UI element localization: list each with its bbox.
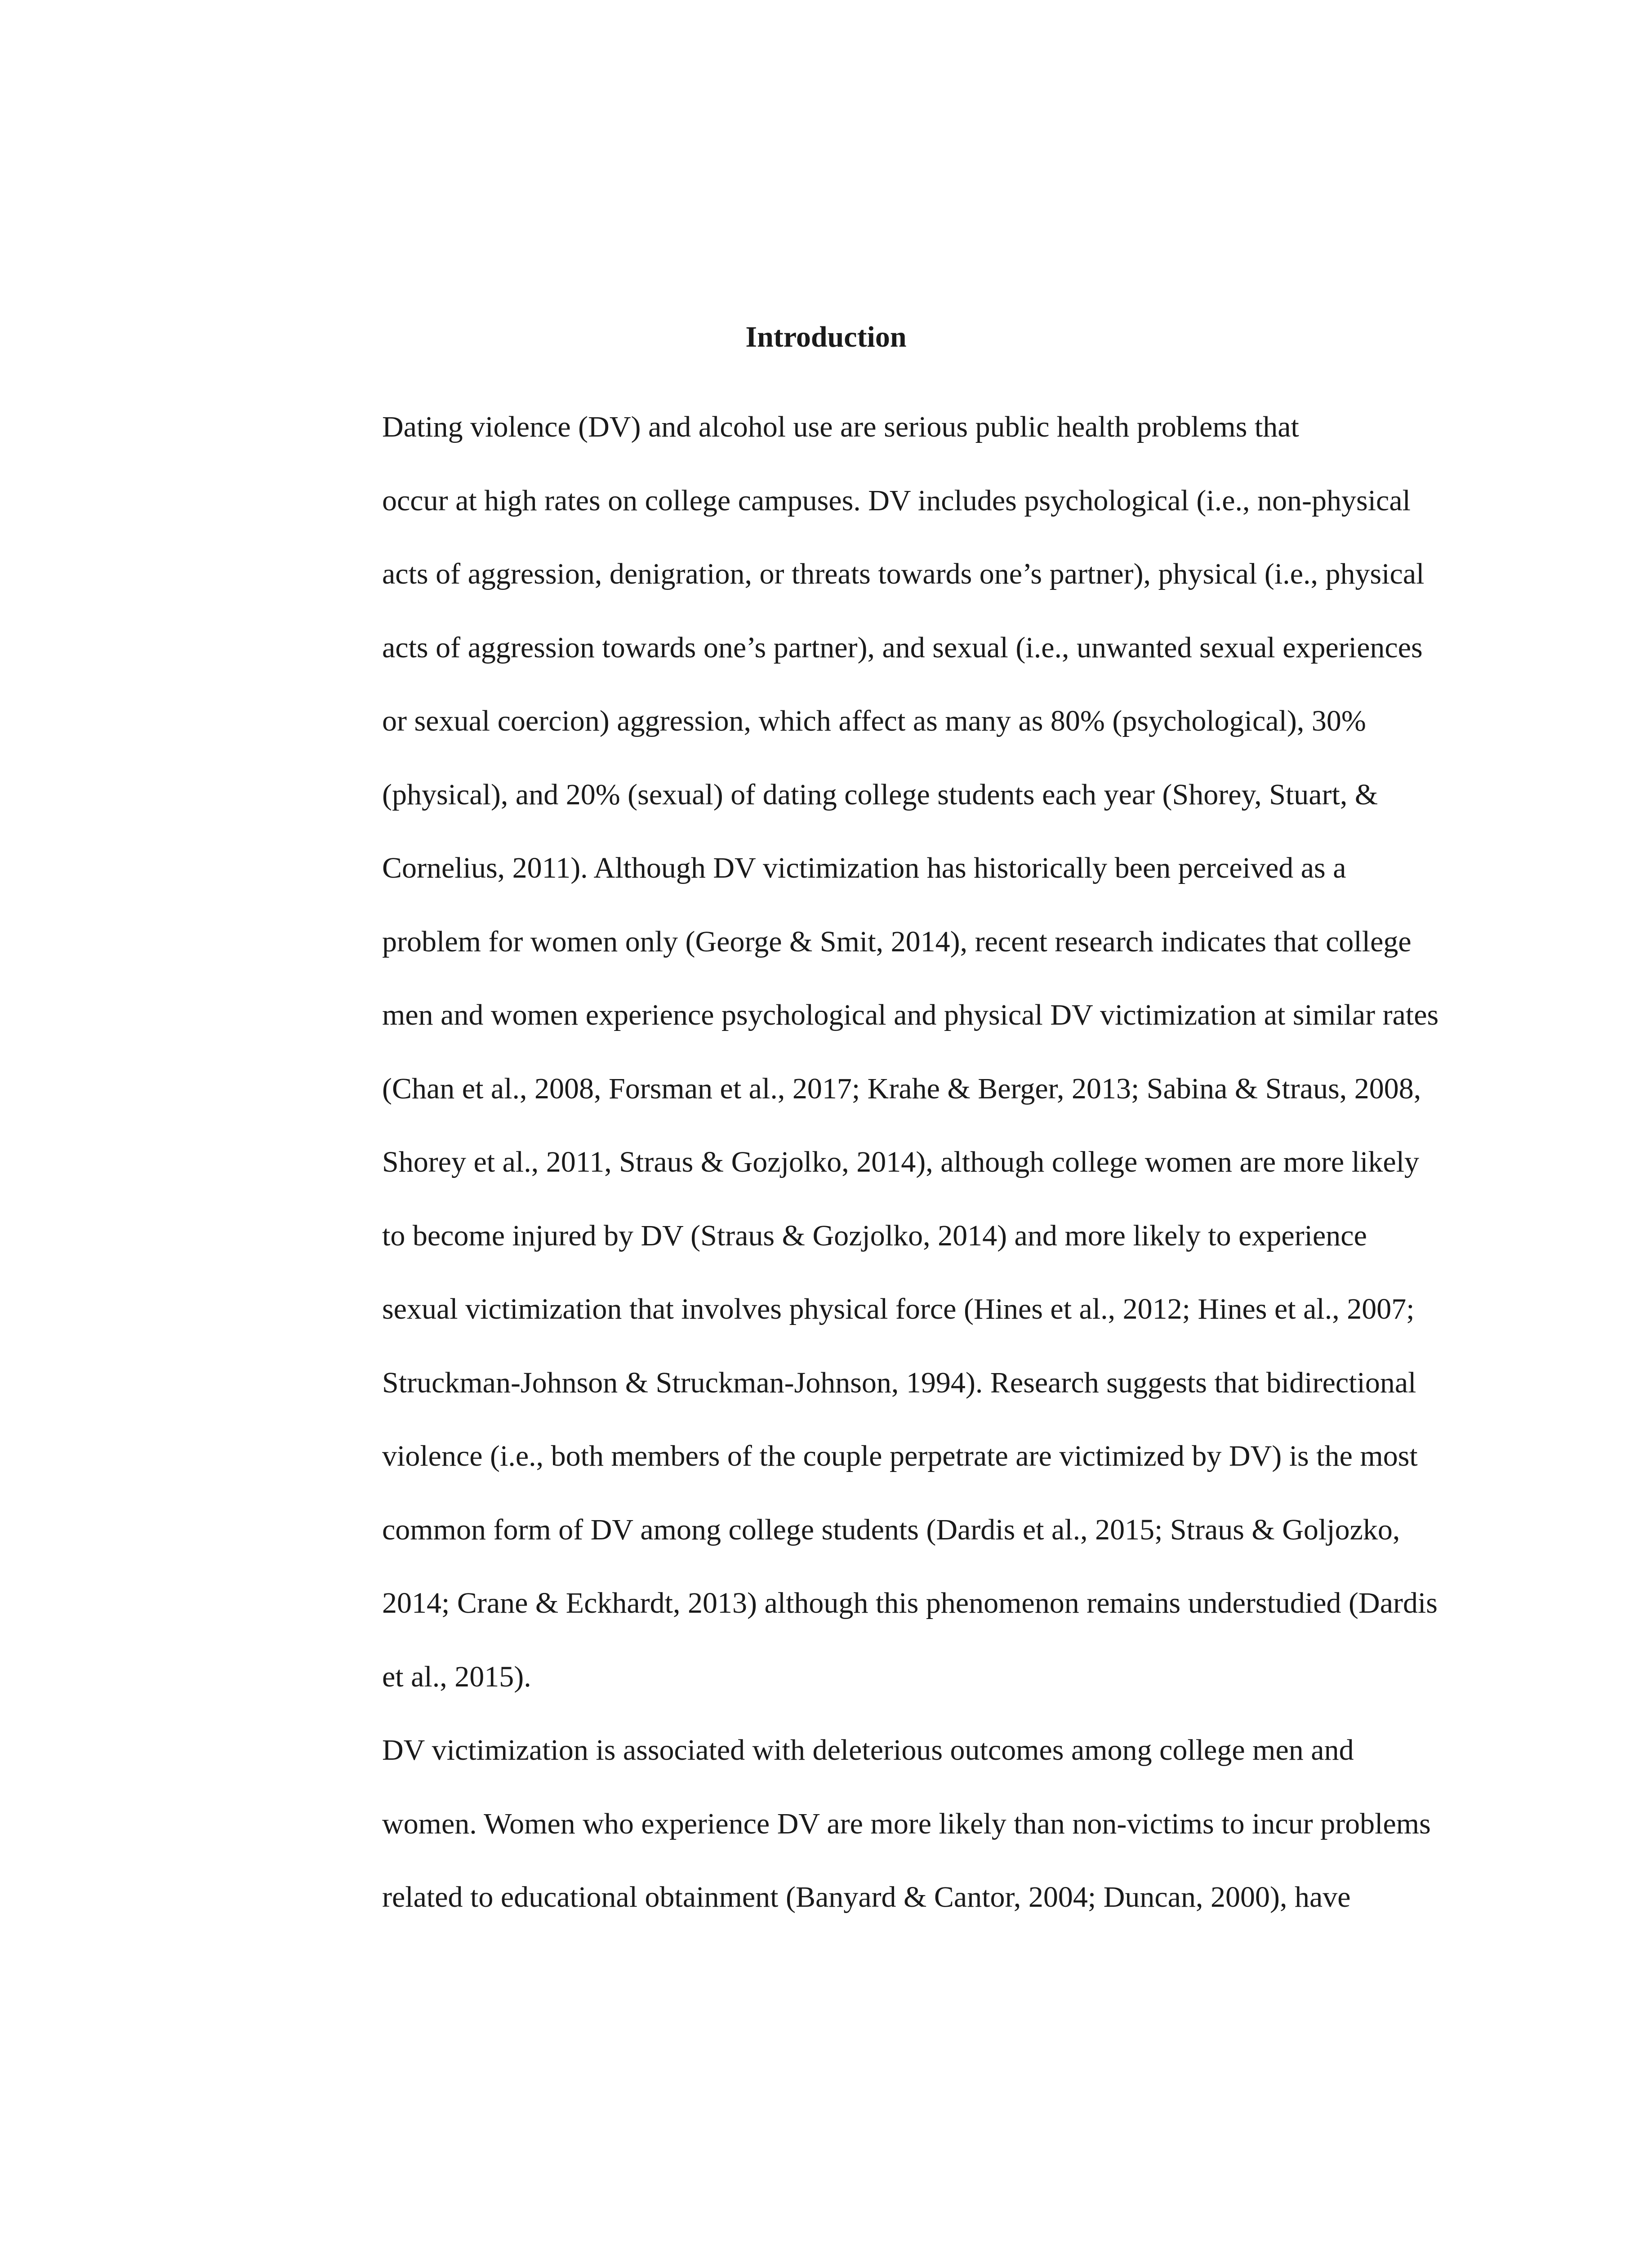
text-line: problem for women only (George & Smit, 2014), recent research indicates that college (382, 925, 1412, 958)
text-line: occur at high rates on college campuses. DV includes psychological (i.e., non-physical (382, 484, 1411, 517)
paragraph (288, 390, 1439, 1713)
text-line: et al., 2015). (382, 1660, 531, 1693)
text-line: (Chan et al., 2008, Forsman et al., 2017; Krahe & Berger, 2013; Sabina & Straus, 2008, (382, 1072, 1421, 1105)
text-line: men and women experience psychological and physical DV victimization at similar rates (382, 999, 1439, 1031)
text-line: Cornelius, 2011). Although DV victimization has historically been perceived as a (382, 852, 1346, 884)
text-line: violence (i.e., both members of the couple perpetrate are victimized by DV) is the most (382, 1440, 1418, 1472)
text-line: Dating violence (DV) and alcohol use are serious public health problems that (382, 410, 1299, 443)
text-line: related to educational obtainment (Banyard & Cantor, 2004; Duncan, 2000), have (382, 1881, 1351, 1913)
paragraph (288, 1713, 1436, 1934)
text-line: (physical), and 20% (sexual) of dating college students each year (Shorey, Stuart, & (382, 778, 1378, 811)
text-line: sexual victimization that involves physical force (Hines et al., 2012; Hines et al., 2007; (382, 1293, 1415, 1325)
text-line: to become injured by DV (Straus & Gozjolko, 2014) and more likely to experience (382, 1219, 1367, 1252)
text-line: DV victimization is associated with deleterious outcomes among college men and (382, 1734, 1354, 1766)
text-line: Struckman-Johnson & Struckman-Johnson, 1994). Research suggests that bidirectional (382, 1366, 1416, 1399)
text-line: 2014; Crane & Eckhardt, 2013) although this phenomenon remains understudied (Dardis (382, 1587, 1438, 1619)
body-text (288, 390, 1439, 1934)
section-heading: Introduction (745, 321, 907, 353)
text-line: or sexual coercion) aggression, which affect as many as 80% (psychological), 30% (382, 705, 1366, 737)
text-line: acts of aggression, denigration, or threats towards one’s partner), physical (i.e., physical (382, 558, 1425, 590)
text-line: acts of aggression towards one’s partner), and sexual (i.e., unwanted sexual experiences (382, 631, 1423, 664)
text-line: common form of DV among college students (Dardis et al., 2015; Straus & Goljozko, (382, 1513, 1400, 1546)
text-line: women. Women who experience DV are more likely than non-victims to incur problems (382, 1807, 1431, 1840)
text-line: Shorey et al., 2011, Straus & Gozjolko, 2014), although college women are more likely (382, 1146, 1420, 1178)
